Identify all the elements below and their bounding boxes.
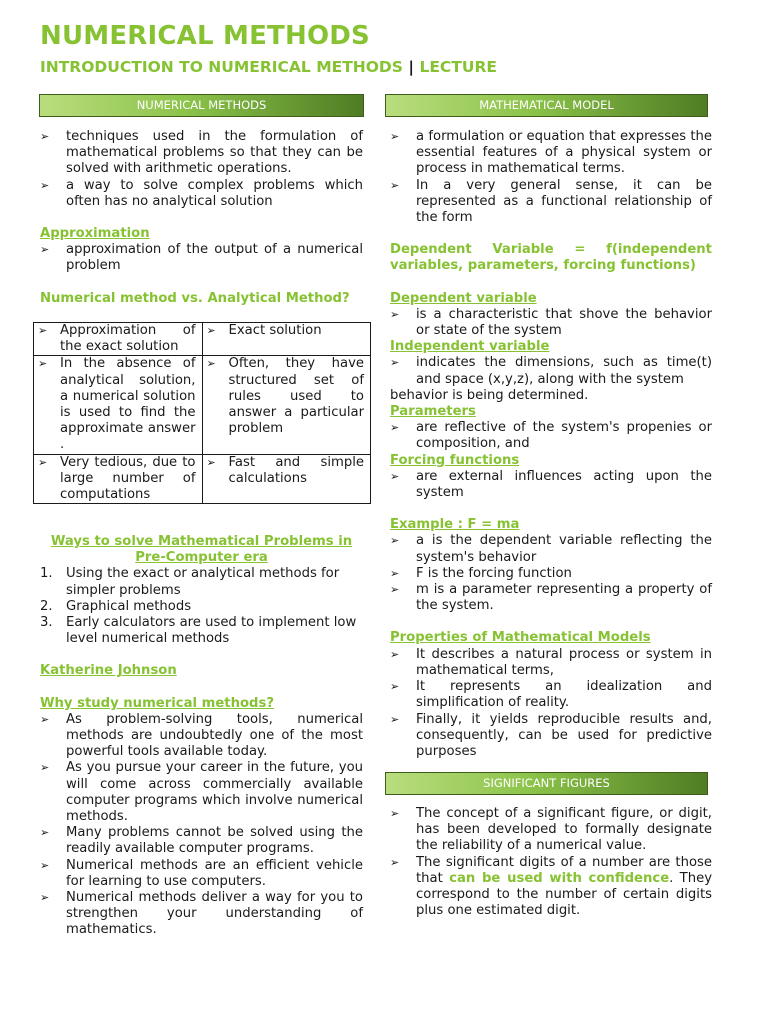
highlighted-phrase: can be used with confidence: [449, 870, 670, 886]
cell-text: ➢ Very tedious, due to large number of computations: [38, 455, 196, 504]
why-study-heading: Why study numerical methods?: [40, 695, 274, 711]
list-item: ➢ F is the forcing function: [390, 566, 712, 582]
left-column: [40, 129, 363, 307]
list-item: ➢ a formulation or equation that expresses the essential features of a physical system or process in mathematical terms.: [390, 129, 712, 178]
list-item: ➢ In a very general sense, it can be represented as a functional relationship of the form: [390, 178, 712, 227]
list-item: ➢ The concept of a significant figure, or digit, has been developed to formally designate the reliability of a numerical value.: [390, 806, 712, 855]
table-row: [34, 356, 371, 454]
comparison-table: [33, 322, 371, 504]
cell-text: ➢ Often, they have structured set of rules used to answer a particular problem: [207, 356, 365, 437]
list-item: 1. Using the exact or analytical methods for simpler problems: [40, 566, 340, 598]
subtitle-tail: LECTURE: [419, 58, 497, 76]
cell-text: ➢ Fast and simple calculations: [207, 455, 365, 487]
ways-heading-line: Pre-Computer era: [135, 550, 268, 566]
example-heading: Example : F = ma: [390, 517, 520, 533]
list-item-continuation: behavior is being determined.: [390, 387, 589, 403]
list-item: ➢ m is a parameter representing a property of the system.: [390, 582, 712, 614]
list-item: ➢ techniques used in the formulation of mathematical problems so that they can be solved with arithmetic operations.: [40, 129, 363, 178]
katherine-johnson-link[interactable]: Katherine Johnson: [40, 663, 177, 679]
banner-numerical-methods: NUMERICAL METHODS: [39, 94, 364, 117]
list-item: ➢ Numerical methods are an efficient vehicle for learning to use computers.: [40, 858, 363, 890]
approximation-heading: Approximation: [40, 226, 150, 242]
left-column-lower: [40, 534, 363, 939]
list-item: ➢ a way to solve complex problems which often has no analytical solution: [40, 178, 363, 210]
list-item: ➢ indicates the dimensions, such as time(t) and space (x,y,z), along with the system: [390, 355, 712, 387]
dependent-variable-heading: Dependent variable: [390, 290, 537, 306]
table-cell: [202, 323, 371, 356]
page-title: NUMERICAL METHODS: [40, 21, 370, 51]
subtitle-separator: |: [408, 58, 415, 76]
list-item: ➢ Finally, it yields reproducible results and, consequently, can be used for predictive purposes: [390, 712, 712, 761]
list-item: ➢ The significant digits of a number are those that can be used with confidence. They correspond to the number of certain digits plus one estimated digit.: [390, 855, 712, 920]
list-item: ➢ Numerical methods deliver a way for you to strengthen your understanding of mathematics.: [40, 890, 363, 939]
list-item: ➢ is a characteristic that shove the behavior or state of the system: [390, 307, 712, 339]
banner-mathematical-model: MATHEMATICAL MODEL: [385, 94, 708, 117]
properties-heading: Properties of Mathematical Models: [390, 630, 651, 646]
list-item: ➢ It represents an idealization and simplification of reality.: [390, 679, 712, 711]
list-item: ➢ approximation of the output of a numerical problem: [40, 242, 363, 274]
right-column: [390, 129, 712, 760]
table-cell: [34, 454, 203, 504]
list-item: ➢ As problem-solving tools, numerical methods are undoubtedly one of the most powerful tools available today.: [40, 712, 363, 761]
list-item: ➢ As you pursue your career in the future, you will come across commercially available computer programs which involve numerical methods.: [40, 760, 363, 825]
page-subtitle: [40, 57, 497, 77]
list-item: 3. Early calculators are used to implement low level numerical methods: [40, 615, 357, 647]
list-item: 2. Graphical methods: [40, 598, 192, 614]
list-item: ➢ It describes a natural process or system in mathematical terms,: [390, 647, 712, 679]
table-cell: [34, 323, 203, 356]
cell-text: ➢ In the absence of analytical solution, a numerical solution is used to find the approximate answer .: [38, 356, 196, 453]
cell-text: ➢ Exact solution: [207, 323, 365, 339]
parameters-heading: Parameters: [390, 404, 476, 420]
list-item: ➢ a is the dependent variable reflecting the system's behavior: [390, 533, 712, 565]
list-item: ➢ are reflective of the system's propenies or composition, and: [390, 420, 712, 452]
comparison-heading: Numerical method vs. Analytical Method?: [40, 290, 350, 306]
banner-significant-figures: SIGNIFICANT FIGURES: [385, 772, 708, 795]
table-cell: [34, 356, 203, 454]
table-cell: [202, 454, 371, 504]
forcing-functions-heading: Forcing functions: [390, 452, 520, 468]
model-equation: Dependent Variable = f(independent variables, parameters, forcing functions): [390, 242, 712, 274]
list-item: ➢ Many problems cannot be solved using the readily available computer programs.: [40, 825, 363, 857]
comparison-table-wrap: [33, 322, 371, 504]
significant-figures-section: [390, 806, 712, 919]
table-row: [34, 454, 371, 504]
list-item: ➢ are external influences acting upon the system: [390, 469, 712, 501]
independent-variable-heading: Independent variable: [390, 339, 550, 355]
table-cell: [202, 356, 371, 454]
ways-heading-line: Ways to solve Mathematical Problems in: [50, 534, 353, 549]
cell-text: ➢ Approximation of the exact solution: [38, 323, 196, 355]
table-row: [34, 323, 371, 356]
subtitle-main: INTRODUCTION TO NUMERICAL METHODS: [40, 58, 403, 76]
ways-heading: [40, 534, 363, 566]
